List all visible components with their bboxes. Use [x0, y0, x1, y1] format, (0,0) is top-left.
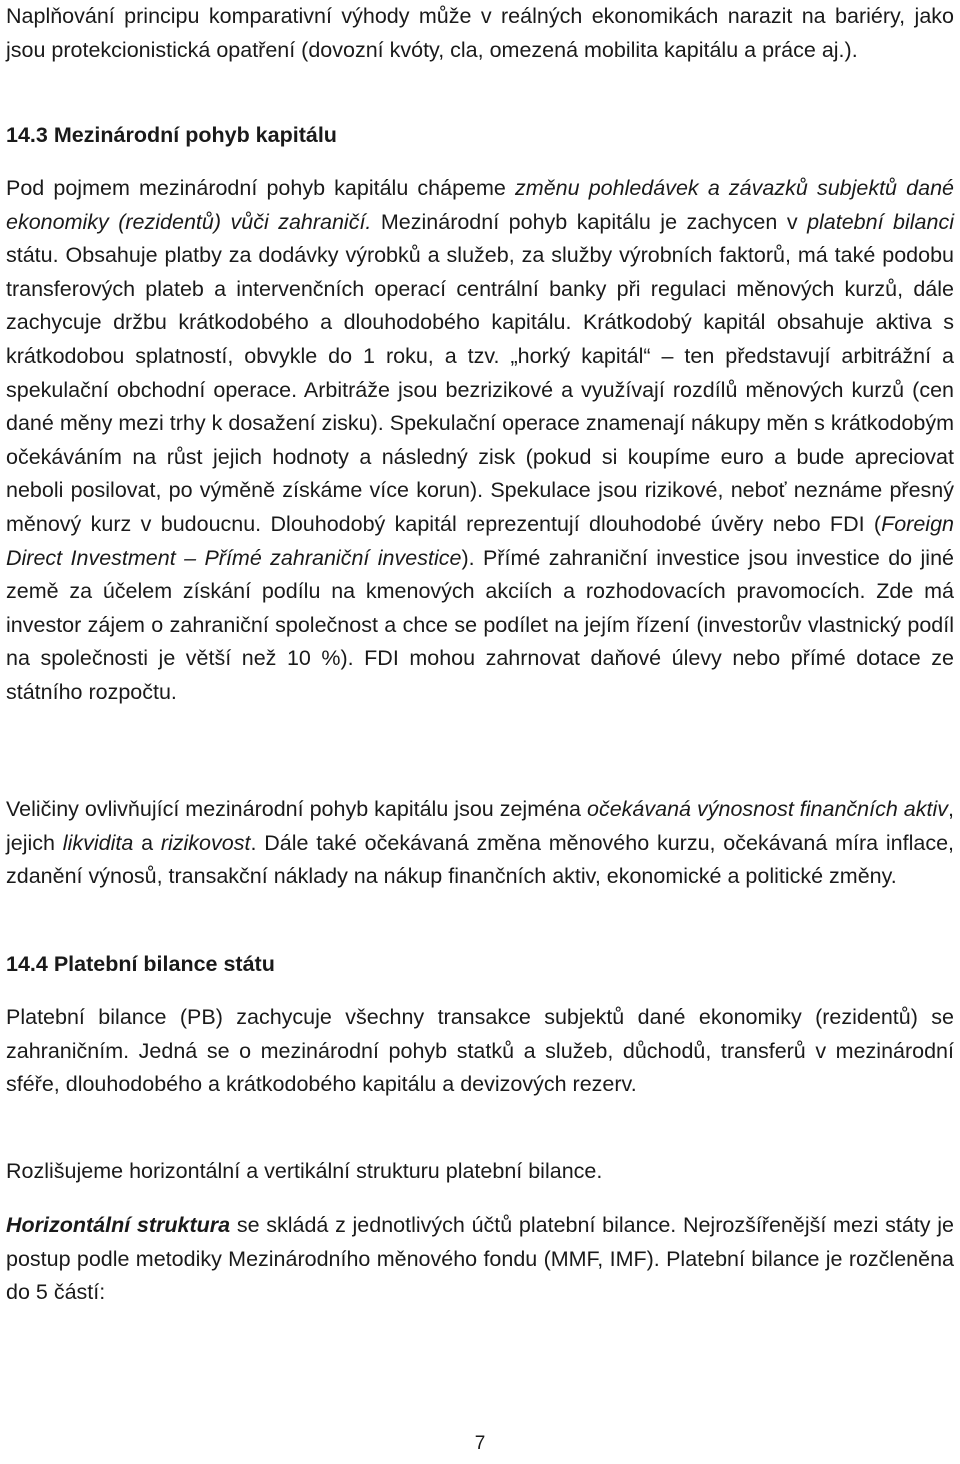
text-run: se skládá z jednotlivých účtů platební bilance. Nejrozšířenější mezi státy je postup podle metodiky Mezinárodního měnového fondu (MMF, IMF). Platební bilance je rozčleněna do 5 částí:	[6, 1213, 954, 1305]
text-run: Mezinárodní pohyb kapitálu je zachycen v	[371, 209, 808, 234]
term-emphasis: Horizontální struktura	[6, 1213, 231, 1237]
term-emphasis: likvidita	[62, 830, 134, 855]
definition-emphasis: změnu pohledávek a závazků subjektů dané ekonomiky (rezidentů) vůči zahraničí.	[6, 176, 954, 234]
structure-paragraph: Rozlišujeme horizontální a vertikální strukturu platební bilance.	[6, 1159, 603, 1183]
text-run: Veličiny ovlivňující mezinárodní pohyb kapitálu jsou zejména	[6, 797, 587, 821]
page-number: 7	[474, 1433, 486, 1454]
section-heading-14-3: 14.3 Mezinárodní pohyb kapitálu	[6, 123, 337, 147]
text-run: a	[133, 830, 161, 855]
balance-of-payments-paragraph: Platební bilance (PB) zachycuje všechny transakce subjektů dané ekonomiky (rezidentů) se zahraničním. Jedná se o mezinárodní pohyb statků a služeb, důchodů, transferů v mezinárodní sféře, dlouhodobého a krátkodobého kapitálu a devizových rezerv.	[6, 1005, 954, 1097]
term-bold-italic	[6, 1213, 230, 1237]
capital-movement-paragraph	[6, 172, 954, 710]
fdi-emphasis: Foreign Direct Investment – Přímé zahraniční investice	[6, 511, 954, 570]
term-emphasis: platební bilanci	[807, 209, 955, 234]
horizontal-structure-paragraph	[6, 1209, 954, 1310]
section-heading-14-4: 14.4 Platební bilance státu	[6, 952, 275, 976]
text-run: , jejich	[6, 797, 954, 855]
text-run: ). Přímé zahraniční investice jsou investice do jiné země za účelem získání podílu na kmenových akciích a rozhodovacích pravomocích. Zde má investor zájem o zahraniční společnost a chce se podílet na jejím řízení (investorův vlastnický podíl na společnosti je větší než 10 %). FDI mohou zahrnovat daňové úlevy nebo přímé dotace ze státního rozpočtu.	[6, 545, 955, 704]
term-emphasis: rizikovost	[160, 830, 251, 855]
intro-paragraph: Naplňování principu komparativní výhody může v reálných ekonomikách narazit na bariéry, jako jsou protekcionistická opatření (dovozní kvóty, cla, omezená mobilita kapitálu a práce aj.).	[6, 4, 954, 62]
text-run: státu. Obsahuje platby za dodávky výrobků a služeb, za služby výrobních faktorů, má také podobu transferových plateb a intervenčních operací centrální banky při regulaci měnových kurzů, dále zachycuje držbu krátkodobého a dlouhodobého kapitálu. Krátkodobý kapitál obsahuje aktiva s krátkodobou splatností, obvykle do 1 roku, a tzv. „horký kapitál“ – ten představují arbitrážní a spekulační obchodní operace. Arbitráže jsou bezrizikové a využívají rozdílů měnových kurzů (cen dané měny mezi trhy k dosažení zisku). Spekulační operace znamenají nákupy měn s krátkodobým očekáváním na růst jejich hodnoty a následný zisk (pokud si koupíme euro a bude apreciovat neboli posilovat, po výměně získáme více korun). Spekulace jsou rizikové, neboť neznáme přesný měnový kurz v budoucnu. Dlouhodobý kapitál reprezentují dlouhodobé úvěry nebo FDI (	[6, 243, 954, 536]
text-run: Pod pojmem mezinárodní pohyb kapitálu chápeme	[6, 176, 516, 200]
text-run: . Dále také očekávaná změna měnového kurzu, očekávaná míra inflace, zdanění výnosů, transakční náklady na nákup finančních aktiv, ekonomické a politické změny.	[6, 830, 955, 889]
factors-paragraph	[6, 793, 954, 894]
term-emphasis: očekávaná výnosnost finančních aktiv	[587, 797, 949, 821]
